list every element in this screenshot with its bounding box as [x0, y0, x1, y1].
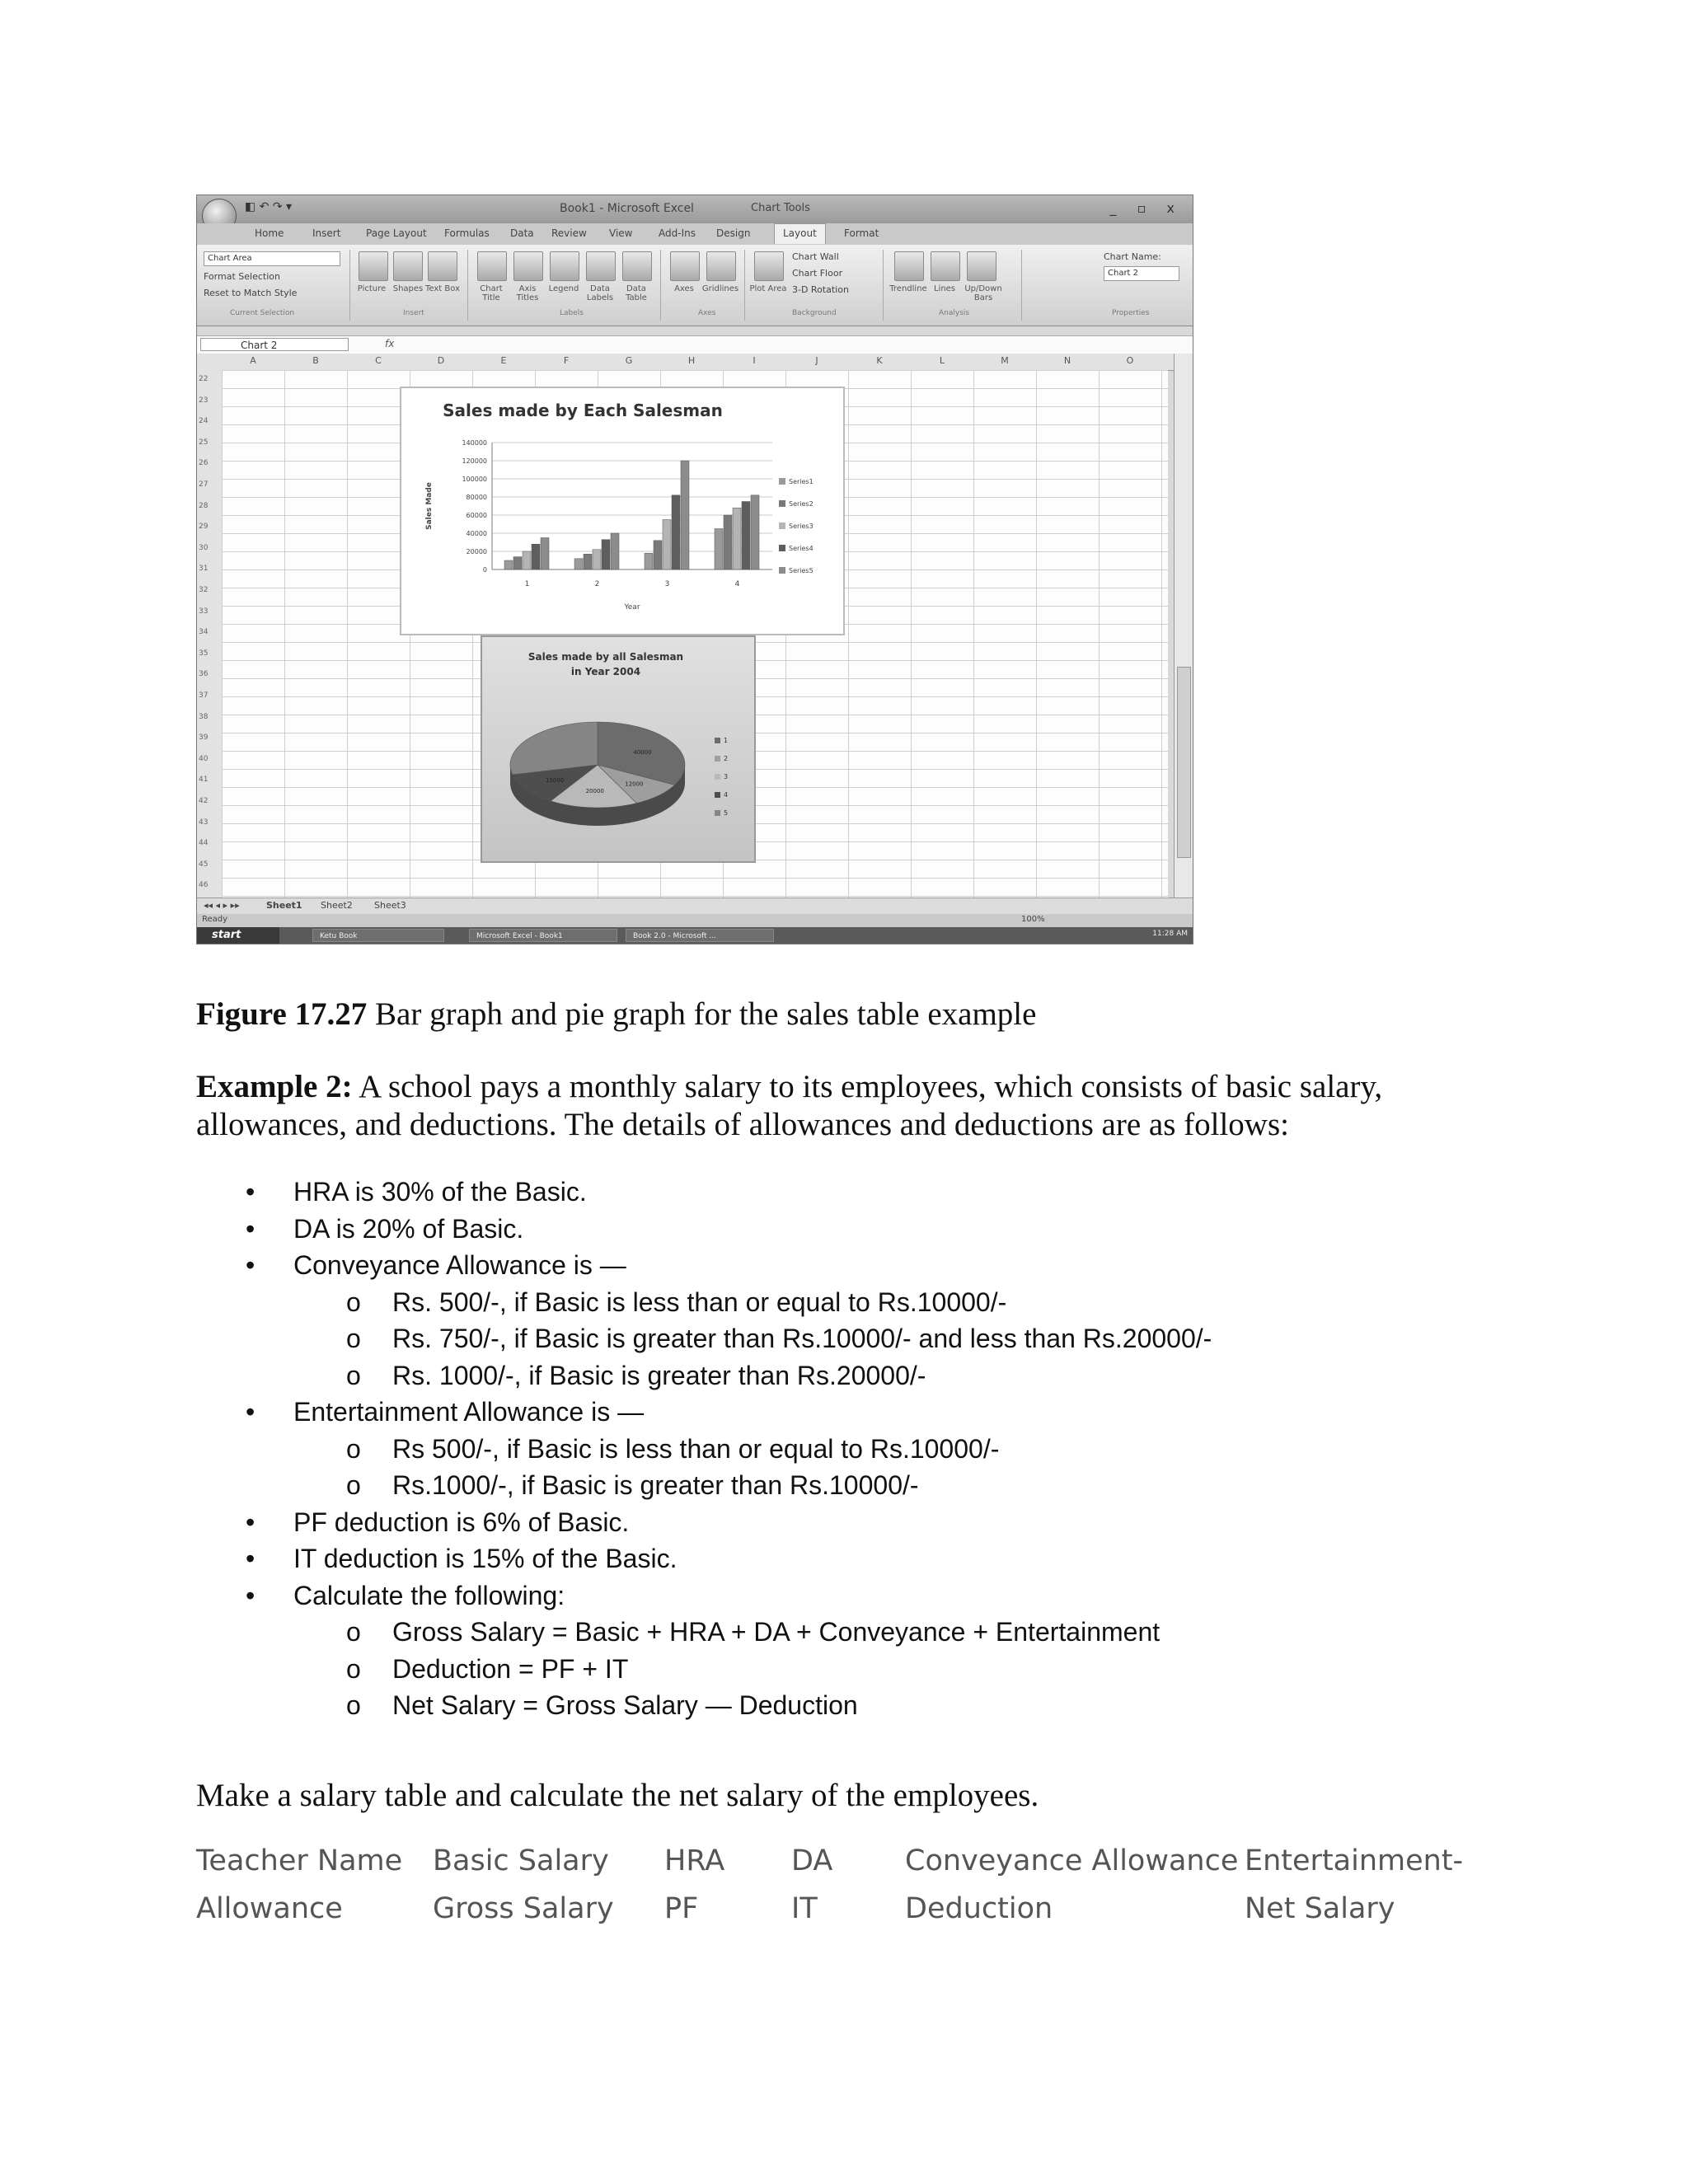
y-tick-label: 40000 — [466, 530, 487, 537]
chart-tools-label: Chart Tools — [751, 202, 810, 214]
pie-chart-svg — [482, 637, 754, 861]
status-bar — [197, 914, 1193, 927]
sub-list-item: o Deduction = PF + IT — [196, 1651, 1212, 1688]
column-headers — [197, 354, 1193, 371]
sub-list-item: o Gross Salary = Basic + HRA + DA + Conveyance + Entertainment — [196, 1614, 1212, 1651]
taskbar-item[interactable]: Microsoft Excel - Book1 — [469, 929, 617, 942]
legend-label: 2 — [724, 755, 729, 762]
bar — [681, 461, 689, 569]
row-number[interactable]: 45 — [199, 860, 209, 869]
tab-add-ins[interactable]: Add-Ins — [659, 227, 696, 239]
legend-label: Series3 — [789, 523, 814, 530]
group-labels: Labels — [560, 309, 584, 317]
column-header[interactable]: H — [687, 355, 696, 366]
trendline-icon[interactable] — [894, 251, 924, 281]
chart-name-field[interactable]: Chart 2 — [1104, 266, 1179, 281]
axes-label: Axes — [674, 284, 694, 293]
chart-title: in Year 2004 — [570, 666, 641, 677]
gridlines-icon[interactable] — [706, 251, 736, 281]
legend-label: Series4 — [789, 545, 814, 552]
legend-label: Legend — [548, 284, 579, 293]
tab-insert[interactable]: Insert — [312, 227, 341, 239]
quick-access-toolbar[interactable]: ◧ ↶ ↷ ▾ — [245, 200, 293, 213]
y-tick-label: 140000 — [462, 439, 487, 447]
tab-page-layout[interactable]: Page Layout — [366, 227, 427, 239]
column-header[interactable]: D — [437, 355, 445, 366]
column-label: DA — [791, 1844, 833, 1877]
axis-titles-label: Axis Titles — [516, 284, 539, 302]
vertical-scrollbar[interactable] — [1174, 354, 1193, 901]
taskbar — [197, 927, 1193, 944]
example-line-1: A school pays a monthly salary to its employees, which consists of basic salary, — [352, 1069, 1383, 1104]
tab-layout[interactable]: Layout — [774, 223, 826, 244]
sheet-nav-arrows[interactable]: ◂◂ ◂ ▸ ▸▸ — [204, 900, 240, 911]
legend-swatch — [715, 738, 720, 743]
tab-home[interactable]: Home — [255, 227, 284, 239]
row-number[interactable]: 40 — [199, 754, 209, 763]
row-number[interactable]: 36 — [199, 670, 209, 679]
row-number[interactable]: 22 — [199, 375, 209, 383]
list-item: • DA is 20% of Basic. — [196, 1211, 1212, 1248]
x-tick-label: 1 — [524, 580, 530, 588]
data-table-label: Data Table — [626, 284, 647, 302]
group-background: Background — [792, 309, 837, 317]
chart-title-label: Chart Title — [480, 284, 503, 302]
plot-area-label: Plot Area — [749, 284, 787, 293]
zoom-level[interactable]: 100% — [1021, 915, 1045, 924]
y-tick-label: 120000 — [462, 457, 487, 465]
legend-swatch — [715, 810, 720, 816]
sheet-tabs — [197, 898, 1193, 915]
list-item: • Calculate the following: — [196, 1577, 1212, 1615]
row-number[interactable]: 35 — [199, 649, 209, 658]
column-label: IT — [791, 1892, 818, 1925]
y-tick-label: 20000 — [466, 548, 487, 555]
bar — [523, 551, 531, 569]
chart-elements-dropdown[interactable]: Chart Area — [204, 251, 340, 266]
row-number[interactable]: 33 — [199, 607, 209, 616]
sub-list-item: o Rs 500/-, if Basic is less than or equal to Rs.10000/- — [196, 1431, 1212, 1468]
sheet-tab-1[interactable]: Sheet1 — [266, 900, 302, 911]
group-current-selection: Current Selection — [230, 309, 295, 317]
list-item: • HRA is 30% of the Basic. — [196, 1174, 1212, 1211]
picture-label: Picture — [357, 284, 387, 293]
ribbon-tabs — [197, 223, 1193, 246]
column-label: Basic Salary — [433, 1844, 609, 1877]
taskbar-item[interactable]: Book 2.0 - Microsoft ... — [626, 929, 774, 942]
clock: 11:28 AM — [1152, 930, 1188, 938]
lines-label: Lines — [933, 284, 956, 293]
bar — [724, 515, 732, 569]
column-label: Gross Salary — [433, 1892, 614, 1925]
trendline-label: Trendline — [889, 284, 927, 293]
column-label: Allowance — [196, 1892, 343, 1925]
bar — [593, 550, 601, 569]
window-title: Book1 - Microsoft Excel — [560, 202, 694, 215]
column-header[interactable]: N — [1063, 355, 1071, 366]
group-properties: Properties — [1112, 309, 1150, 317]
tab-review[interactable]: Review — [551, 227, 587, 239]
column-header[interactable]: G — [625, 355, 633, 366]
shapes-label: Shapes — [392, 284, 424, 293]
caption-label: Figure 17.27 — [196, 996, 368, 1032]
column-header[interactable]: O — [1126, 355, 1134, 366]
row-number[interactable]: 39 — [199, 733, 209, 743]
formula-bar — [197, 335, 1193, 355]
bar — [715, 529, 723, 570]
shapes-icon[interactable] — [393, 251, 423, 281]
figure-caption — [196, 996, 1036, 1033]
format-selection-button[interactable]: Format Selection — [204, 271, 280, 282]
row-number[interactable]: 41 — [199, 776, 209, 785]
chart-title: Sales made by all Salesman — [528, 651, 684, 663]
data-labels-icon[interactable] — [586, 251, 616, 281]
bar — [654, 541, 662, 569]
tab-format[interactable]: Format — [844, 227, 879, 239]
status-text: Ready — [202, 915, 228, 924]
example-paragraph — [196, 1068, 1382, 1144]
data-label: 40000 — [633, 748, 652, 756]
column-label: Net Salary — [1245, 1892, 1395, 1925]
row-number[interactable]: 25 — [199, 438, 209, 447]
name-box[interactable]: Chart 2 — [200, 338, 349, 351]
ribbon — [197, 245, 1193, 326]
sub-list-item: o Rs.1000/-, if Basic is greater than Rs.10000/- — [196, 1467, 1212, 1504]
excel-screenshot — [196, 194, 1193, 944]
text-box-label: Text Box — [425, 284, 460, 293]
legend-label: Series5 — [789, 567, 814, 574]
scroll-thumb[interactable] — [1177, 667, 1191, 858]
legend-label: 1 — [724, 737, 729, 744]
list-item: • PF deduction is 6% of Basic. — [196, 1504, 1212, 1541]
bar — [751, 495, 759, 569]
instruction-text: Make a salary table and calculate the net salary of the employees. — [196, 1778, 1039, 1813]
fx-icon[interactable]: fx — [385, 338, 395, 349]
legend-label: Series2 — [789, 500, 814, 508]
y-tick-label: 60000 — [466, 512, 487, 519]
y-axis-label: Sales Made — [425, 482, 434, 530]
column-header[interactable]: B — [312, 355, 319, 366]
row-number[interactable]: 37 — [199, 691, 209, 700]
row-number[interactable]: 38 — [199, 712, 209, 721]
chart-floor-button[interactable]: Chart Floor — [792, 268, 843, 279]
row-number[interactable]: 24 — [199, 417, 209, 426]
legend-swatch — [715, 792, 720, 798]
chart-title-icon[interactable] — [477, 251, 507, 281]
chart-name-label: Chart Name: — [1104, 251, 1161, 262]
taskbar-item[interactable]: Ketu Book — [312, 929, 444, 942]
bar-chart[interactable] — [400, 387, 845, 635]
legend-swatch — [715, 774, 720, 780]
row-number[interactable]: 46 — [199, 881, 209, 890]
column-header[interactable]: C — [375, 355, 382, 366]
bar — [602, 540, 610, 569]
row-number[interactable]: 34 — [199, 628, 209, 637]
bar — [742, 502, 750, 570]
column-header[interactable]: E — [500, 355, 507, 366]
bar — [733, 508, 741, 569]
start-button[interactable]: start — [197, 927, 279, 944]
rules-list — [196, 1174, 1212, 1724]
sub-list-item: o Rs. 1000/-, if Basic is greater than Rs.20000/- — [196, 1357, 1212, 1394]
updown-bars-label: Up/Down Bars — [964, 284, 1002, 302]
legend-label: Series1 — [789, 478, 814, 485]
row-number[interactable]: 27 — [199, 480, 209, 489]
caption-text: Bar graph and pie graph for the sales table example — [367, 996, 1037, 1032]
example-label: Example 2: — [196, 1069, 353, 1104]
picture-icon[interactable] — [359, 251, 388, 281]
axes-icon[interactable] — [670, 251, 700, 281]
row-number[interactable]: 29 — [199, 523, 209, 532]
sub-list-item: o Rs. 500/-, if Basic is less than or equal to Rs.10000/- — [196, 1284, 1212, 1321]
x-tick-label: 3 — [664, 580, 670, 588]
bar — [584, 554, 592, 569]
row-number[interactable]: 43 — [199, 818, 209, 827]
column-label: Deduction — [905, 1892, 1053, 1925]
legend-swatch — [779, 545, 785, 551]
row-number[interactable]: 23 — [199, 396, 209, 405]
column-label: Conveyance Allowance — [905, 1844, 1239, 1877]
tab-data[interactable]: Data — [510, 227, 534, 239]
y-tick-label: 80000 — [466, 494, 487, 501]
legend-icon[interactable] — [550, 251, 579, 281]
data-label: 20000 — [585, 788, 604, 795]
updown-bars-icon[interactable] — [967, 251, 996, 281]
bar — [672, 495, 680, 569]
group-axes: Axes — [698, 309, 716, 317]
example-line-2: allowances, and deductions. The details of allowances and deductions are as follows: — [196, 1107, 1289, 1142]
row-number[interactable]: 26 — [199, 459, 209, 468]
reset-style-button[interactable]: Reset to Match Style — [204, 288, 298, 298]
chart-wall-button[interactable]: Chart Wall — [792, 251, 839, 262]
column-label: PF — [664, 1892, 699, 1925]
x-axis-label: Year — [624, 603, 640, 612]
sub-list-item: o Rs. 750/-, if Basic is greater than Rs.10000/- and less than Rs.20000/- — [196, 1320, 1212, 1357]
group-analysis: Analysis — [939, 309, 970, 317]
legend-label: 5 — [724, 809, 729, 817]
group-insert: Insert — [403, 309, 424, 317]
legend-swatch — [779, 567, 785, 574]
data-label: 15000 — [546, 777, 565, 785]
bar — [645, 553, 653, 569]
sheet-tab-3[interactable]: Sheet3 — [374, 900, 406, 911]
window-controls[interactable]: _ ▫ x — [1109, 200, 1183, 216]
column-header[interactable]: J — [815, 355, 818, 366]
lines-icon[interactable] — [931, 251, 960, 281]
bar — [611, 533, 619, 569]
tab-formulas[interactable]: Formulas — [444, 227, 490, 239]
list-item: • Entertainment Allowance is — — [196, 1394, 1212, 1431]
row-number[interactable]: 32 — [199, 586, 209, 594]
axis-titles-icon[interactable] — [513, 251, 543, 281]
legend-swatch — [715, 756, 720, 762]
legend-swatch — [779, 500, 785, 507]
row-number[interactable]: 30 — [199, 543, 209, 552]
bar — [532, 544, 540, 569]
column-label: Entertainment- — [1245, 1844, 1464, 1877]
sheet-tab-2[interactable]: Sheet2 — [321, 900, 353, 911]
row-number[interactable]: 28 — [199, 501, 209, 510]
row-headers — [197, 370, 223, 898]
data-label: 12000 — [625, 780, 644, 788]
chart-title: Sales made by Each Salesman — [443, 401, 723, 420]
sub-list-item: o Net Salary = Gross Salary — Deduction — [196, 1687, 1212, 1724]
column-label: Teacher Name — [196, 1844, 403, 1877]
data-labels-label: Data Labels — [586, 284, 614, 302]
data-table-icon[interactable] — [622, 251, 652, 281]
tab-view[interactable]: View — [609, 227, 633, 239]
row-number[interactable]: 31 — [199, 565, 209, 574]
column-header[interactable]: M — [1001, 355, 1009, 366]
y-tick-label: 100000 — [462, 476, 487, 483]
column-header[interactable]: F — [563, 355, 570, 366]
bar — [513, 557, 522, 569]
list-item: • IT deduction is 15% of the Basic. — [196, 1540, 1212, 1577]
x-tick-label: 4 — [734, 580, 740, 588]
column-header[interactable]: I — [753, 355, 756, 366]
gridlines-label: Gridlines — [701, 284, 739, 293]
column-header[interactable]: L — [939, 355, 945, 366]
column-label: HRA — [664, 1844, 725, 1877]
legend-swatch — [779, 523, 785, 529]
row-number[interactable]: 42 — [199, 797, 209, 805]
bar — [541, 538, 549, 570]
tab-design[interactable]: Design — [716, 227, 751, 239]
plot-area-icon[interactable] — [754, 251, 784, 281]
legend-swatch — [779, 478, 785, 485]
bar — [574, 559, 583, 569]
y-tick-label: 0 — [482, 566, 487, 574]
list-item: • Conveyance Allowance is — — [196, 1247, 1212, 1284]
bar-chart-svg — [401, 388, 843, 634]
bar — [504, 560, 513, 569]
column-header[interactable]: A — [250, 355, 256, 366]
legend-label: 4 — [724, 791, 729, 799]
title-bar — [197, 195, 1193, 223]
bar — [663, 520, 671, 570]
legend-label: 3 — [724, 773, 729, 780]
3d-rotation-button[interactable]: 3-D Rotation — [792, 284, 849, 295]
x-tick-label: 2 — [594, 580, 600, 588]
pie-chart[interactable] — [481, 635, 756, 863]
text-box-icon[interactable] — [428, 251, 457, 281]
column-header[interactable]: K — [876, 355, 883, 366]
row-number[interactable]: 44 — [199, 839, 209, 848]
